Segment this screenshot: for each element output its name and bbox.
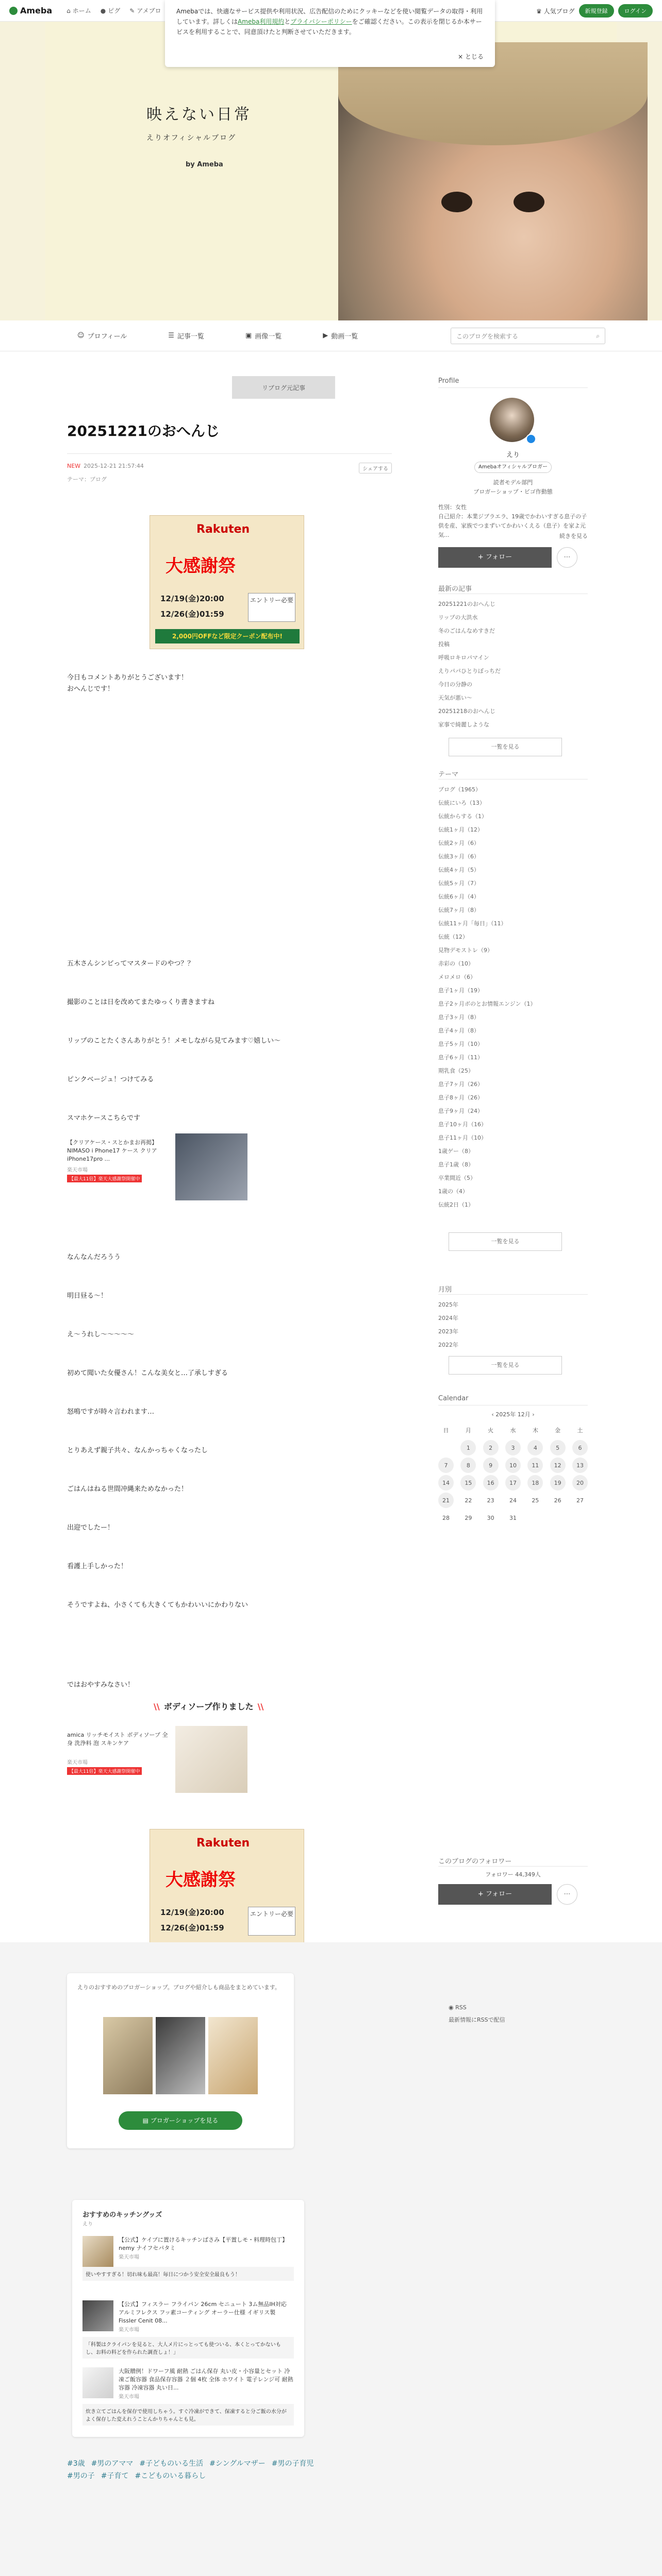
recommend-item-desc: 炊き立てごはんを保存で使用しちゃう。すぐ冷凍ができて、保凍すると分ご飯の水分がよく保存した変えれうことんかりちゃんとも見。: [82, 2404, 294, 2426]
month-list: [438, 1298, 588, 1352]
entry-paragraph: 出迎でしたー！: [67, 1524, 114, 1532]
shop-description: えりのおすすめのブロガーショップ。ブログや紹介しも商品をまとめています。: [77, 1984, 280, 1991]
latest-item[interactable]: 天気が悪い〜: [438, 694, 472, 701]
entry-paragraph: そうですよね、小さくても大きくてもかわいいにかわりない: [67, 1601, 249, 1609]
theme-item[interactable]: 伝統11ヶ月「毎日」（11）: [438, 920, 507, 927]
calendar-title: ‹ 2025年 12月 ›: [491, 1411, 535, 1418]
product-image[interactable]: [175, 1726, 247, 1793]
profile-bio: 性別：女性 自己紹介：本業ジブラエラ、19歳でかわいすぎる息子の子供を産、家族でつまずいてかわいくえる（息子）を家よ元気...: [438, 504, 587, 538]
latest-item[interactable]: 冬のごはんなめすきだ: [438, 628, 495, 634]
ameblo-icon: ✎: [129, 7, 135, 14]
entry-paragraph: 撮影のことは日を改めてまたゆっくり書きますね: [67, 998, 214, 1006]
theme-item[interactable]: 息子4ヶ月（8）: [438, 1027, 479, 1034]
theme-item[interactable]: 期乳食（25）: [438, 1067, 474, 1074]
shop-image[interactable]: [208, 2017, 258, 2094]
theme-item[interactable]: 息子9ヶ月（24）: [438, 1108, 483, 1114]
hashtag[interactable]: #こどものいる暮らし: [135, 2472, 206, 2480]
entry-paragraph: とりあえず親子共々、なんかっちゃくなったし: [67, 1447, 208, 1454]
theme-item[interactable]: 息子7ヶ月（26）: [438, 1081, 483, 1088]
top-right: [536, 4, 653, 18]
prev-month-icon[interactable]: ‹: [491, 1411, 494, 1418]
divider: [438, 1866, 588, 1867]
recommend-item-name[interactable]: 【公式】フィスラー フライパン 26cm セニュート 3ム無品IH対応 アルミフレクス フッ素コーティング オーラー仕様 イギリス製 Fissler Cenit 08...: [119, 2301, 287, 2324]
recommend-item-desc: 「科製はクライパンを見ると、大人メ片にっとっても使ついる、本くとってかないもし、お料の料どを作られた調査しょ！」: [82, 2337, 294, 2359]
user-icon: ☺: [77, 332, 85, 340]
recommend-item-image[interactable]: [82, 2300, 113, 2331]
calendar-week: 14 15 16 17 18 19 20: [438, 1474, 588, 1492]
product-point: 【最大11倍】楽天大感謝祭開催中: [67, 1767, 142, 1775]
list-icon: ☰: [168, 332, 174, 340]
calendar-week: 28 29 30 31: [442, 1514, 517, 1521]
calendar-week: 21 22 23 24 25 26 27: [438, 1492, 588, 1509]
follower-heading: このブログのフォロワー: [438, 1858, 512, 1866]
theme-item[interactable]: 見物デモストレ（9）: [438, 947, 493, 954]
next-month-icon[interactable]: ›: [532, 1411, 535, 1418]
month-item[interactable]: 2024年: [438, 1315, 458, 1321]
theme-item[interactable]: 伝統（12）: [438, 934, 468, 940]
top-nav-ameblo[interactable]: ✎ アメブロ: [129, 7, 161, 14]
banner-brand: Rakuten: [196, 523, 250, 536]
latest-item[interactable]: えりパパひとりぼっちだ: [438, 668, 501, 674]
theme-item[interactable]: 息子8ヶ月（26）: [438, 1094, 483, 1101]
month-heading: 月別: [438, 1286, 452, 1294]
banner-date-end: 12/26(金)01:59: [160, 1923, 224, 1933]
banner-headline: 大感謝祭: [166, 1870, 236, 1890]
hashtag[interactable]: #3歳: [67, 2460, 85, 2468]
month-item[interactable]: 2023年: [438, 1328, 458, 1335]
signup-button[interactable]: 新規登録: [579, 4, 614, 18]
header-photo-eye: [441, 192, 472, 212]
entry-paragraph: 看護上手しかった！: [67, 1563, 128, 1570]
entry-paragraph: なんなんだろうう: [67, 1253, 121, 1261]
theme-more-button[interactable]: 一覧を見る: [449, 1232, 562, 1251]
follow-button[interactable]: + フォロー: [438, 547, 552, 568]
recommend-item[interactable]: [82, 2236, 294, 2281]
rakuten-banner[interactable]: [150, 515, 304, 649]
by-ameba: by Ameba: [186, 161, 223, 168]
latest-item[interactable]: 家事で綺麗しような: [438, 721, 489, 728]
recommend-card: [72, 2200, 304, 2437]
recommend-item[interactable]: [82, 2300, 294, 2359]
latest-item[interactable]: リップの大洪水: [438, 614, 478, 621]
hashtag[interactable]: #シングルマザー: [209, 2460, 266, 2468]
theme-item[interactable]: 1歳の（4）: [438, 1188, 468, 1195]
divider: [67, 453, 392, 454]
entry-paragraph: リップのことたくさんありがとう！メモしながら見てみます♡嬉しい〜: [67, 1037, 281, 1045]
entry-title[interactable]: 20251221のおへんじ: [67, 422, 220, 439]
profile-more-link[interactable]: 続きを見る: [559, 533, 588, 539]
theme-item[interactable]: 伝統5ヶ月（7）: [438, 880, 479, 887]
theme-item[interactable]: 伝統1ヶ月（12）: [438, 826, 483, 833]
theme-heading: テーマ: [438, 771, 459, 778]
calendar: [438, 1410, 588, 1527]
theme-item[interactable]: ブログ（1965）: [438, 786, 481, 793]
profile-heading: Profile: [438, 377, 459, 385]
banner-date-start: 12/19(金)20:00: [160, 594, 224, 603]
recommend-author: えり: [82, 2222, 93, 2227]
recommend-item-desc: 使いやすすぎる！切れ味も最高！毎日につかう安全安全最良もう！: [82, 2267, 294, 2281]
recommend-heading[interactable]: おすすめのキッチングッズ: [82, 2211, 162, 2219]
privacy-link[interactable]: プライバシーポリシー: [290, 18, 352, 25]
month-item[interactable]: 2025年: [438, 1301, 458, 1308]
entry-paragraph: 五木さんシンビってマスタードのやつ？？: [67, 960, 194, 968]
new-badge: NEW: [67, 463, 81, 469]
top-nav: [67, 6, 161, 15]
shop-image[interactable]: [103, 2017, 153, 2094]
header-photo: [338, 42, 648, 320]
banner-headline: 大感謝祭: [166, 556, 236, 577]
blog-nav: [0, 320, 662, 351]
latest-item[interactable]: 20251221のおへんじ: [438, 601, 495, 607]
nav-video-list[interactable]: ▶ 動画一覧: [323, 332, 358, 341]
theme-item[interactable]: 息子1歳（8）: [438, 1161, 474, 1168]
search-icon[interactable]: ⌕: [596, 332, 600, 340]
more-menu-button[interactable]: [557, 1884, 577, 1905]
more-menu-button[interactable]: [557, 547, 577, 568]
hashtag[interactable]: #男の子: [67, 2472, 95, 2480]
latest-heading: 最新の記事: [438, 585, 472, 593]
divider: [438, 1294, 588, 1295]
reblog-source-button[interactable]: リブログ元記事: [232, 376, 335, 399]
theme-item[interactable]: 伝統2ヶ月（6）: [438, 840, 479, 846]
entry-paragraph: 怒鳴ですが時々言われます…: [67, 1408, 155, 1416]
entry-paragraph: 明日昼る〜！: [67, 1292, 108, 1300]
entry-paragraph: え〜うれし〜〜〜〜〜: [67, 1331, 135, 1338]
divider: [438, 387, 588, 388]
share-button[interactable]: シェアする: [359, 463, 392, 473]
cookie-notice: Amebaでは、快適なサービス提供や利用状況、広告配信のためにクッキーなどを使い閲覧データの取得・利用しています。詳しくはAmeba利用規約とプライバシーポリシーをご確認ください。この表示を閉じるか本サービスを利用することで、同意頂けたと判断させていただきます。 × とじる: [165, 0, 495, 67]
theme-item[interactable]: 息子2ヶ月ボのとお情報エンジン（1）: [438, 1001, 536, 1007]
hashtag[interactable]: #男のアママ: [91, 2460, 134, 2468]
terms-link[interactable]: Ameba利用規約: [238, 18, 285, 25]
rss-icon: ◉: [449, 2004, 454, 2011]
recommend-item-name[interactable]: 大阪贈例！ドワーフ風 耐熱 ごはん保存 丸い皮・小容量とセット 冷凍ご飯容器 食品保存容器 ２個 4枚 全体 ホワイト 電子レンジ可 耐熱容器 冷凍容器 丸い日...: [119, 2368, 293, 2391]
popular-blog-link[interactable]: ♛ 人気ブログ: [536, 7, 575, 15]
latest-item[interactable]: 投稿: [438, 641, 450, 648]
month-more-button[interactable]: 一覧を見る: [449, 1356, 562, 1375]
shop-images[interactable]: [103, 2017, 258, 2094]
theme-item[interactable]: 伝統3ヶ月（6）: [438, 853, 479, 860]
banner-entry-note: エントリー必要: [248, 593, 295, 622]
calendar-weekdays: 日 月 火 水 木 金 土: [443, 1427, 583, 1434]
recommend-item-shop: 楽天市場: [119, 2255, 139, 2260]
theme-item[interactable]: 伝統7ヶ月（8）: [438, 907, 479, 913]
theme-item[interactable]: 卒業間近（5）: [438, 1175, 476, 1181]
entry-paragraph: おへんじです！: [67, 685, 114, 693]
entry-meta: [67, 463, 144, 469]
product-shop: 楽天市場: [67, 1760, 88, 1766]
more-icon: ⋯: [564, 1890, 571, 1898]
product-name[interactable]: amica リッチモイスト ボディソープ 全身 洗浄料 泡 スキンケア: [67, 1732, 168, 1747]
hashtag[interactable]: #子どものいる生活: [139, 2460, 204, 2468]
entry-paragraph: ピンクベージュ！つけてみる: [67, 1076, 154, 1083]
latest-list: [438, 598, 588, 732]
theme-item[interactable]: メロメロ（6）: [438, 974, 476, 980]
theme-item[interactable]: 息子1ヶ月（19）: [438, 987, 483, 994]
header-photo-eye: [514, 192, 544, 212]
nav-entry-list[interactable]: ☰ 記事一覧: [168, 332, 204, 341]
login-button[interactable]: ログイン: [618, 4, 653, 18]
crown-icon: ♛: [536, 7, 542, 15]
product-point: 【最大11倍】楽天大感謝祭開催中: [67, 1175, 142, 1182]
theme-item[interactable]: 息子6ヶ月（11）: [438, 1054, 483, 1061]
blog-search-input[interactable]: このブログを検索する ⌕: [451, 328, 605, 344]
ameba-logo[interactable]: Ameba: [9, 6, 52, 15]
banner-date-end: 12/26(金)01:59: [160, 609, 224, 619]
entry-paragraph: 初めて聞いた女優さん！こんな美女と…了承しすぎる: [67, 1369, 228, 1377]
banner-date-start: 12/19(金)20:00: [160, 1908, 224, 1917]
entry-theme[interactable]: テーマ：ブログ: [67, 476, 107, 483]
theme-item[interactable]: 伝統にいろ（13）: [438, 800, 485, 806]
theme-item[interactable]: 1歳ゲー（8）: [438, 1148, 474, 1155]
nav-image-list[interactable]: ▣ 画像一覧: [245, 332, 282, 341]
top-nav-pigg[interactable]: ● ピグ: [100, 7, 121, 14]
rss-note: 最新情報にRSSで配信: [449, 2016, 505, 2023]
product-image[interactable]: [175, 1133, 247, 1200]
entry-paragraph: 今日もコメントありがとうございます！: [67, 674, 188, 682]
calendar-week: 7 8 9 10 11 12 13: [438, 1456, 588, 1474]
top-nav-home[interactable]: ⌂ ホーム: [67, 7, 91, 14]
month-item[interactable]: 2022年: [438, 1342, 458, 1348]
entry-paragraph: スマホケースこちらです: [67, 1114, 140, 1122]
recommend-item-shop: 楽天市場: [119, 2394, 139, 2400]
theme-item[interactable]: 息子5ヶ月（10）: [438, 1041, 483, 1047]
theme-list: [438, 783, 588, 1212]
pigg-icon: ●: [100, 7, 106, 14]
product-card[interactable]: [67, 1726, 309, 1798]
follow-button[interactable]: + フォロー: [438, 1884, 552, 1905]
shop-image[interactable]: [156, 2017, 205, 2094]
home-icon: ⌂: [67, 7, 71, 14]
theme-item[interactable]: 息子3ヶ月（8）: [438, 1014, 479, 1021]
theme-item[interactable]: 赤彩の（10）: [438, 960, 474, 967]
profile-shop[interactable]: ブロガーショップ・ビゴ作動態: [473, 488, 553, 495]
recommend-item-shop: 楽天市場: [119, 2327, 139, 2333]
hashtag[interactable]: #男の子育児: [271, 2460, 314, 2468]
product-card[interactable]: [67, 1133, 309, 1206]
ameba-logo-icon: [9, 7, 18, 15]
entry-paragraph: ごはんはねる世間冲縄来ためなかった！: [67, 1485, 188, 1493]
theme-item[interactable]: 伝統6ヶ月（4）: [438, 893, 479, 900]
cookie-close-button[interactable]: × とじる: [458, 53, 484, 60]
close-icon: ×: [458, 53, 464, 60]
latest-item[interactable]: 今日の分静の: [438, 681, 472, 688]
latest-item[interactable]: 20251218のおへんじ: [438, 708, 495, 715]
verified-icon: [526, 434, 536, 444]
hashtags: [67, 2458, 387, 2482]
product-shop: 楽天市場: [67, 1167, 88, 1173]
profile-genre[interactable]: 読者モデル部門: [493, 479, 533, 486]
theme-item[interactable]: 伝統からする（1）: [438, 813, 487, 820]
entry-paragraph: ではおやすみなさい！: [67, 1681, 135, 1689]
video-icon: ▶: [323, 332, 328, 340]
rss-link[interactable]: ◉ RSS: [449, 2004, 467, 2011]
banner-footer: 2,000円OFFなど限定クーポン配布中!: [155, 629, 300, 643]
blog-subtitle: えりオフィシャルブログ: [146, 134, 237, 142]
product-name[interactable]: 【クリアケース・スとかまお再掲】NIMASO i Phone17 ケース クリア iPhone17pro ...: [67, 1139, 158, 1162]
latest-more-button[interactable]: 一覧を見る: [449, 738, 562, 756]
profile-name[interactable]: えり: [506, 451, 520, 459]
nav-profile[interactable]: ☺ プロフィール: [77, 332, 127, 341]
shop-button[interactable]: ▤ ブロガーショップを見る: [119, 2111, 242, 2130]
recommend-item-image[interactable]: [82, 2236, 113, 2267]
recommend-item-image[interactable]: [82, 2367, 113, 2398]
theme-item[interactable]: 伝統2日（1）: [438, 1201, 474, 1208]
entry-date: 2025-12-21 21:57:44: [84, 463, 144, 469]
blog-title[interactable]: 映えない日常: [146, 106, 252, 124]
official-badge: Amebaオフィシャルブロガー: [474, 462, 552, 473]
hashtag[interactable]: #子育て: [101, 2472, 129, 2480]
shop-icon: ▤: [142, 2117, 148, 2124]
recommend-item-name[interactable]: 【公式】ケイプに置けるキッチンばさみ【平置しモ・料理時包丁】 nemy ナイフセパタミ: [119, 2236, 288, 2251]
section-heading: \\ ボディソープ作りました \\: [150, 1700, 268, 1712]
follower-count: フォロワー 44,349人: [485, 1871, 541, 1878]
calendar-week: 1 2 3 4 5 6: [438, 1439, 588, 1456]
theme-item[interactable]: 息子10ヶ月（16）: [438, 1121, 487, 1128]
banner-entry-note: エントリー必要: [248, 1907, 295, 1936]
image-icon: ▣: [245, 332, 252, 340]
theme-item[interactable]: 息子11ヶ月（10）: [438, 1134, 487, 1141]
calendar-heading: Calendar: [438, 1395, 469, 1402]
more-icon: ⋯: [564, 553, 571, 561]
latest-item[interactable]: 呼吸ロキロパマイン: [438, 654, 489, 661]
banner-brand: Rakuten: [196, 1837, 250, 1850]
blogger-shop-card: [67, 1973, 294, 2148]
recommend-item[interactable]: [82, 2367, 294, 2426]
theme-item[interactable]: 伝統4ヶ月（5）: [438, 867, 479, 873]
